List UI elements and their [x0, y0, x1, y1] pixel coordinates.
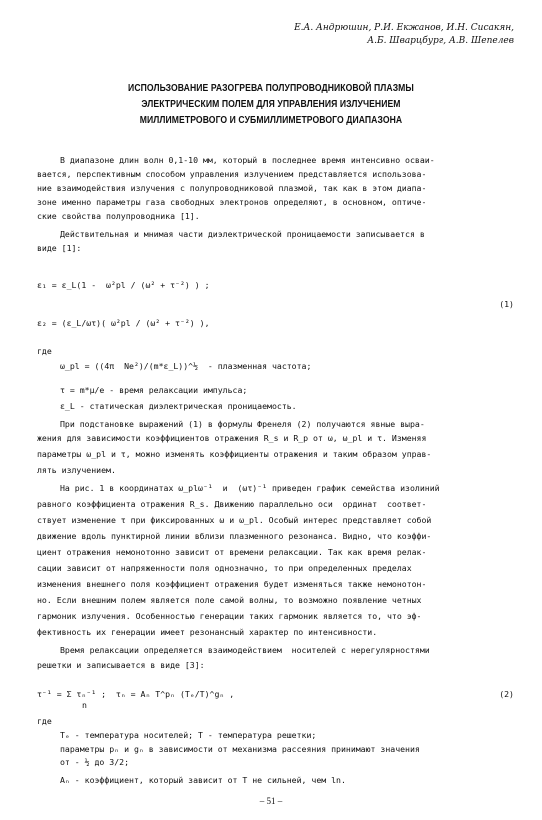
para3-line: жения для зависимости коэффициентов отражения R_s и R_p от ω, ω_pl и τ. Изменяя	[37, 433, 427, 443]
para3-line: При подстановке выражений (1) в формулы Френеля (2) получаются явные выра-	[60, 419, 425, 429]
definition-line: Aₙ - коэффициент, который зависит от T не сильней, чем ln.	[60, 775, 346, 785]
para4-line: ствует изменение τ при фиксированных ω и ω_pl. Особый интерес представляет собой	[37, 515, 432, 525]
para4-line: циент отражения немонотонно зависит от времени релаксации. Так как время релак-	[37, 547, 427, 557]
equation-1-line-1: ε₁ = ε_L(1 - ω²pl / (ω² + τ⁻²) ) ;	[37, 280, 210, 290]
title-line-2: ЭЛЕКТРИЧЕСКИМ ПОЛЕМ ДЛЯ УПРАВЛЕНИЯ ИЗЛУЧЕНИЕМ	[141, 98, 401, 110]
para3-line: лять излучением.	[37, 465, 116, 475]
para4-line: равного коэффициента отражения R_s. Движению параллельно оси ординат соответ-	[37, 499, 427, 509]
definition-line: Tₑ - температура носителей; T - температура решетки;	[60, 730, 317, 740]
title-line-3: МИЛЛИМЕТРОВОГО И СУБМИЛЛИМЕТРОВОГО ДИАПАЗОНА	[139, 114, 403, 126]
definition-line: от - ½ до 3/2;	[60, 757, 130, 767]
para5-line: решетки и записывается в виде [3]:	[37, 660, 205, 670]
para4-line: гармоник излучения. Особенностью генерации таких гармоник является то, что эф-	[37, 611, 422, 621]
para3-line: параметры ω_pl и τ, можно изменять коэффициенты отражения и таким образом управ-	[37, 449, 432, 459]
definition-line: ω_pl = ((4π Ne²)/(m*ε_L))^½ - плазменная частота;	[60, 361, 312, 371]
para2-line: Действительная и мнимая части диэлектрической проницаемости записывается в	[60, 229, 425, 239]
authors-line-2: А.Б. Шварцбург, А.В. Шепелев	[367, 36, 514, 46]
para4-line: движение вдоль пунктирной линии вблизи плазменного резонанса. Видно, что коэффи-	[37, 531, 432, 541]
definition-line: параметры pₙ и gₙ в зависимости от механизма рассеяния принимают значения	[60, 744, 420, 754]
definition-line: τ = m*μ/e - время релаксации импульса;	[60, 385, 248, 395]
where-label-1: где	[37, 346, 52, 356]
para4-line: сации зависит от напряженности поля однозначно, то при определенных пределах	[37, 563, 412, 573]
para4-line: изменения внешнего поля коэффициент отражения будет изменяться также немонотон-	[37, 579, 427, 589]
para1-line: ние взаимодействия излучения с полупроводниковой плазмой, так как в этом диапа-	[37, 183, 427, 193]
para1-line: зоне именно параметры газа свободных электронов определяют, в основном, оптиче-	[37, 197, 427, 207]
para1-line: ские свойства полупроводника [1].	[37, 211, 200, 221]
definition-line: ε_L - статическая диэлектрическая проницаемость.	[60, 401, 297, 411]
para4-line: На рис. 1 в координатах ω_plω⁻¹ и (ωτ)⁻¹ приведен график семейства изолиний	[60, 483, 440, 493]
page-number: – 51 –	[259, 796, 283, 806]
para5-line: Время релаксации определяется взаимодействием носителей с нерегулярностями	[60, 645, 430, 655]
equation-1-number: (1)	[499, 299, 514, 309]
authors-line-1: Е.А. Андрюшин, Р.И. Екжанов, И.Н. Сисакян,	[294, 23, 514, 33]
equation-1-line-2: ε₂ = (ε_L/ωτ)( ω²pl / (ω² + τ⁻²) ),	[37, 318, 210, 328]
where-label-2: где	[37, 716, 52, 726]
para1-line: В диапазоне длин волн 0,1-10 мм, который в последнее время интенсивно осваи-	[60, 155, 435, 165]
equation-2: τ⁻¹ = Σ τₙ⁻¹ ; τₙ = Aₙ T^pₙ (Tₑ/T)^gₙ ,	[37, 689, 235, 699]
title-line-1: ИСПОЛЬЗОВАНИЕ РАЗОГРЕВА ПОЛУПРОВОДНИКОВОЙ ПЛАЗМЫ	[128, 82, 414, 94]
equation-2-sum-index: n	[82, 700, 87, 710]
para1-line: вается, перспективным способом управления излучением представляется использова-	[37, 169, 427, 179]
para4-line: но. Если внешним полем является поле самой волны, то возможно появление четных	[37, 595, 422, 605]
para4-line: фективность их генерации имеет резонансный характер по интенсивности.	[37, 627, 378, 637]
equation-2-number: (2)	[499, 689, 514, 699]
para2-line: виде [1]:	[37, 243, 82, 253]
